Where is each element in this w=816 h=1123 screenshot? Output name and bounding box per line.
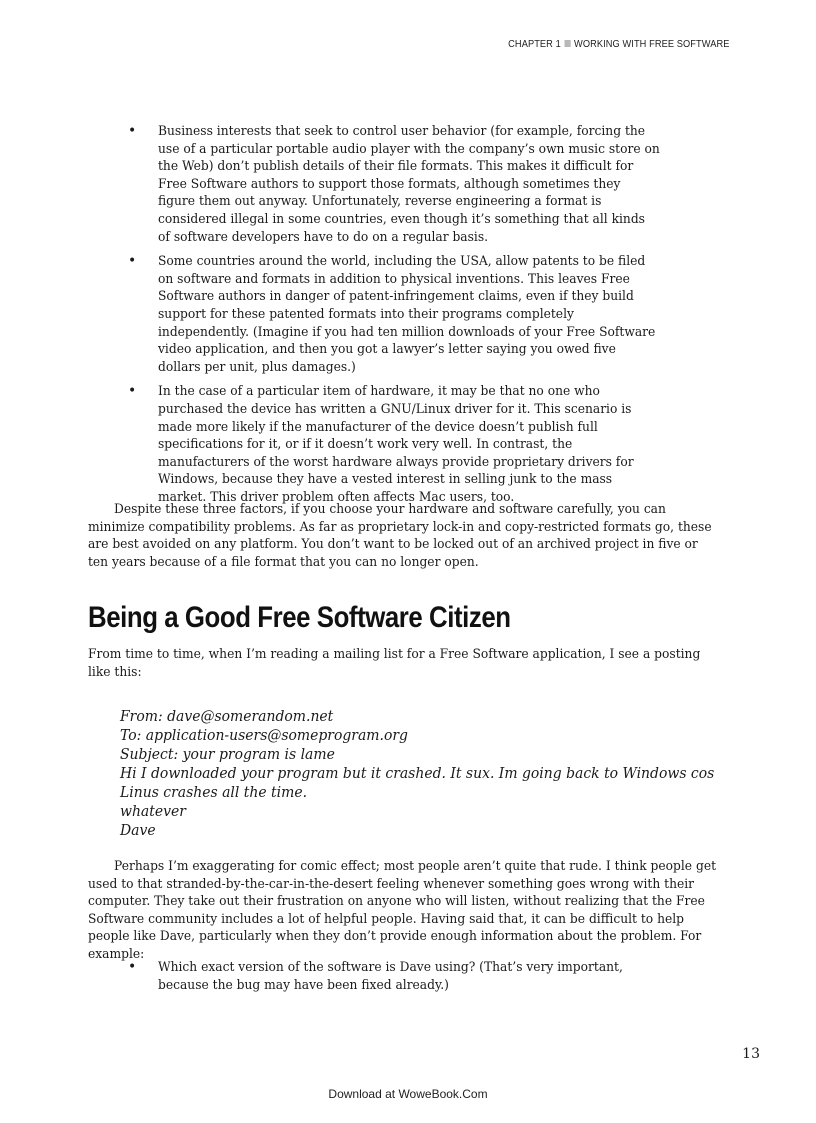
page-number: 13 bbox=[742, 1046, 760, 1062]
email-to-line: To: application-users@someprogram.org bbox=[120, 726, 408, 744]
list-item bbox=[128, 253, 688, 376]
list-item-text: • Which exact version of the software is Dave using? (That’s very important, because the bug may have been fixed already.) bbox=[158, 960, 623, 993]
email-subject-line: Subject: your program is lame bbox=[120, 745, 335, 763]
paragraph-intro bbox=[88, 646, 768, 681]
paragraph-factors bbox=[88, 501, 768, 571]
footer-download-note: Download at WoweBook.Com bbox=[328, 1087, 488, 1101]
paragraph-text: Perhaps I’m exaggerating for comic effect; most people aren’t quite that rude. I think people get used to that stranded-by-the-car-in-the-desert feeling whenever something goes wrong with their computer. They take out their frustration on anyone who will listen, without realizing that the Free Software community includes a lot of helpful people. Having said that, it can be difficult to help people like Dave, particularly when they don’t provide enough information about the problem. For example: bbox=[88, 859, 717, 962]
bullet-list-bottom bbox=[128, 959, 688, 1001]
email-signature: Dave bbox=[120, 821, 156, 839]
email-from-line: From: dave@somerandom.net bbox=[120, 707, 334, 725]
email-body-line: whatever bbox=[120, 802, 186, 820]
paragraph-text: Despite these three factors, if you choose your hardware and software carefully, you can minimize compatibility problems. As far as proprietary lock-in and copy-restricted formats go, these are best avoided on any platform. You don’t want to be locked out of an archived project in five or ten years because of a file format that you can no longer open. bbox=[88, 502, 712, 570]
running-head bbox=[508, 38, 729, 50]
list-item-text: • In the case of a particular item of hardware, it may be that no one who purchased the device has written a GNU/Linux driver for it. This scenario is made more likely if the manufacturer of the device doesn’t publish full specifications for it, or if it doesn’t work very well. In contrast, the manufacturers of the worst hardware always provide proprietary drivers for Windows, because they have a vested interest in selling junk to the mass market. This driver problem often affects Mac users, too. bbox=[158, 384, 634, 505]
chapter-label: CHAPTER 1 bbox=[507, 38, 561, 50]
list-item bbox=[128, 959, 688, 994]
email-example bbox=[120, 707, 740, 840]
email-body-line: Linus crashes all the time. bbox=[120, 783, 308, 801]
list-item-text: • Business interests that seek to control user behavior (for example, forcing the use of a particular portable audio player with the company’s own music store on the Web) don’t publish details of their file formats. This makes it difficult for Free Software authors to support those formats, although sometimes they figure them out anyway. Unfortunately, reverse engineering a format is considered illegal in some countries, even though it’s something that all kinds of software developers have to do on a regular basis. bbox=[158, 124, 660, 245]
email-body-line: Hi I downloaded your program but it crashed. It sux. Im going back to Windows cos bbox=[120, 764, 715, 782]
section-heading: Being a Good Free Software Citizen bbox=[88, 601, 511, 634]
separator-square-icon bbox=[564, 40, 570, 47]
bullet-list-top bbox=[128, 123, 688, 513]
list-item bbox=[128, 123, 688, 246]
paragraph-text: From time to time, when I’m reading a mailing list for a Free Software application, I see a posting like this: bbox=[88, 647, 701, 680]
chapter-title: WORKING WITH FREE SOFTWARE bbox=[573, 38, 729, 50]
list-item-text: • Some countries around the world, including the USA, allow patents to be filed on software and formats in addition to physical inventions. This leaves Free Software authors in danger of patent-infringement claims, even if they build support for these patented formats into their programs completely independently. (Imagine if you had ten million downloads of your Free Software video application, and then you got a lawyer’s letter saying you owed five dollars per unit, plus damages.) bbox=[158, 254, 656, 375]
list-item bbox=[128, 383, 688, 506]
paragraph-exaggerating bbox=[88, 858, 768, 964]
